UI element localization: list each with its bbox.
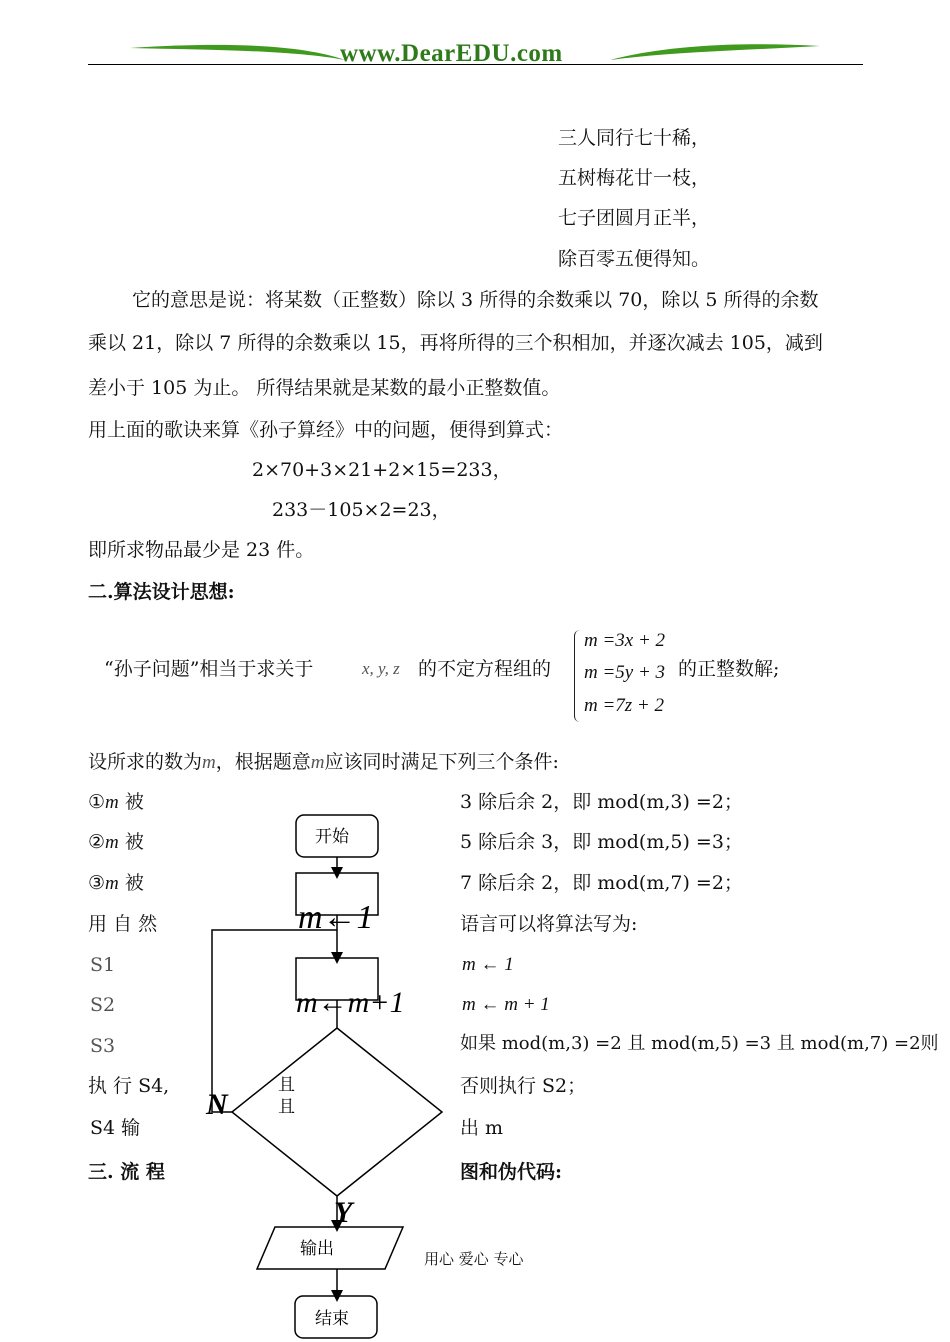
formula-line: 2×70+3×21+2×15=233， <box>252 459 512 481</box>
equation-variables: x, y, z <box>362 659 400 678</box>
footer-text: 用心 爱心 专心 <box>424 1250 524 1268</box>
flowchart-decision <box>232 1028 442 1196</box>
paragraph-text: 用上面的歌诀来算《孙子算经》中的问题，便得到算式： <box>88 419 564 441</box>
equation-intro: “孙子问题”相当于求关于 <box>104 658 314 680</box>
flowchart-no-label: N <box>206 1088 228 1121</box>
condition-label: 被 <box>124 831 144 853</box>
step-label: S1 <box>90 954 116 976</box>
paragraph-text: 即所求物品最少是 23 件。 <box>88 539 315 561</box>
step-label: S2 <box>90 994 116 1016</box>
step-text: m ← m + 1 <box>462 994 550 1015</box>
condition-intro-c: 应该同时满足下列三个条件: <box>324 751 559 773</box>
poem-line-4: 除百零五便得知。 <box>558 248 711 270</box>
poem-line-2: 五树梅花廿一枝， <box>558 167 711 189</box>
step-text: 如果 mod(m,3) =2 且 mod(m,5) =3 且 mod(m,7) =2则 <box>460 1033 939 1054</box>
natural-language-left: 用 自 然 <box>88 913 158 935</box>
condition-right: 7 除后余 2，即 mod(m,7) =2； <box>460 872 743 894</box>
condition-intro-b: ，根据题意 <box>215 751 311 773</box>
paragraph-line: 它的意思是说：将某数（正整数）除以 3 所得的余数乘以 70，除以 5 所得的余数 <box>132 289 819 311</box>
step-label: 执 行 S4, <box>88 1075 170 1097</box>
equation-line: m =5y + 3 <box>584 662 666 683</box>
flowchart-decision-label: 且 <box>278 1097 295 1117</box>
poem-line-1: 三人同行七十稀， <box>558 127 711 149</box>
equation-mid: 的不定方程组的 <box>418 658 552 680</box>
circled-number: ① <box>88 791 106 813</box>
step-label: S4 输 <box>90 1117 141 1139</box>
step-label: S3 <box>90 1035 116 1057</box>
var-m: m <box>202 752 216 773</box>
step-text: 出 m <box>460 1117 504 1139</box>
var-m: m <box>105 792 119 813</box>
poem-line-3: 七子团圆月正半， <box>558 207 711 229</box>
flowchart-decision-label: 且 <box>278 1075 295 1095</box>
section-heading: 三. 流 程 <box>88 1161 165 1183</box>
equation-end: 的正整数解; <box>678 658 780 680</box>
equation-line: m =7z + 2 <box>584 695 665 716</box>
circled-number: ② <box>88 831 106 853</box>
header-logo-text: www.DearEDU.com <box>340 40 563 67</box>
flowchart-end-label: 结束 <box>315 1309 349 1329</box>
paragraph-line: 乘以 21，除以 7 所得的余数乘以 15，再将所得的三个积相加，并逐次减去 105，减到 <box>88 332 823 354</box>
flowchart-increment-label: m←m+1 <box>296 986 405 1019</box>
var-m: m <box>105 873 119 894</box>
step-text: 否则执行 S2； <box>460 1075 587 1097</box>
flowchart-yes-label: Y <box>334 1196 353 1229</box>
section-heading: 图和伪代码: <box>460 1161 563 1183</box>
flowchart-output-label: 输出 <box>300 1239 334 1259</box>
circled-number: ③ <box>88 872 106 894</box>
flowchart-start-label: 开始 <box>315 827 349 847</box>
natural-language-right: 语言可以将算法写为: <box>460 913 638 935</box>
condition-right: 5 除后余 3，即 mod(m,5) =3； <box>460 831 743 853</box>
flowchart-assign-label: m←1 <box>298 899 374 936</box>
var-m: m <box>310 752 325 773</box>
condition-right: 3 除后余 2，即 mod(m,3) =2； <box>460 791 743 813</box>
formula-line: 233－105×2=23， <box>272 499 451 521</box>
section-heading: 二.算法设计思想: <box>88 581 235 603</box>
condition-label: 被 <box>124 872 144 894</box>
var-m: m <box>105 832 119 853</box>
condition-label: 被 <box>124 791 144 813</box>
paragraph-line: 差小于 105 为止。 所得结果就是某数的最小正整数值。 <box>88 377 561 399</box>
equation-line: m =3x + 2 <box>584 630 666 651</box>
condition-intro-a: 设所求的数为 <box>88 751 203 773</box>
step-text: m ← 1 <box>462 954 514 975</box>
